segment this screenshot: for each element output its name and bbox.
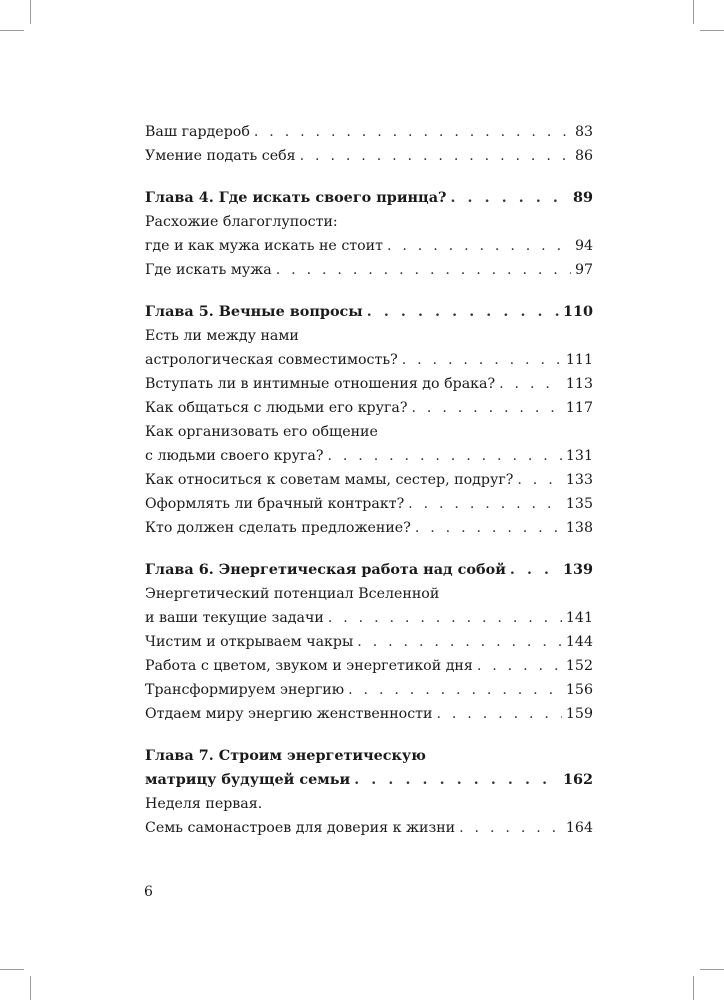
toc-entry-title: астрологическая совместимость? [145,352,398,368]
dot-leader [499,372,562,396]
toc-entry-title: Оформлять ли брачный контракт? [145,496,405,512]
dot-leader [357,630,562,654]
toc-entry-page: 110 [562,303,593,320]
dot-leader [300,144,571,168]
crop-mark-left-top [0,30,24,31]
toc-entry-title: Семь самонастроев для доверия к жизни [145,820,456,836]
dot-leader [450,186,569,210]
crop-mark-bottom-right [693,976,694,1000]
toc-entry[interactable] [145,468,593,492]
toc-entry-title: Как общаться с людьми его круга? [145,400,408,416]
toc-entry[interactable] [145,234,593,258]
toc-entry[interactable] [145,396,593,420]
section-gap [145,282,593,300]
crop-mark-top-right [693,0,694,24]
dot-leader [517,468,562,492]
toc-entry-page: 83 [574,124,593,140]
toc-entry-line: Энергетический потенциал Вселенной [145,586,440,602]
dot-leader [348,678,562,702]
page-number: 6 [144,884,153,900]
toc-entry[interactable] [145,702,593,726]
section-gap [145,168,593,186]
dot-leader [387,234,571,258]
toc-entry-page: 138 [565,520,593,536]
toc-entry-page: 89 [572,189,593,206]
crop-mark-left-bottom [0,969,24,970]
toc-chapter-heading-line: Глава 7. Строим энергетическую [145,747,426,764]
toc-entry-title: Работа с цветом, звуком и энергетикой дня [145,658,473,674]
toc-entry-line: Неделя первая. [145,796,263,812]
table-of-contents [145,120,593,840]
toc-chapter[interactable] [145,186,593,210]
toc-entry-page: 131 [565,448,593,464]
dot-leader [459,816,562,840]
toc-entry-page: 86 [574,148,593,164]
dot-leader [477,654,562,678]
dot-leader [408,492,562,516]
toc-entry[interactable] [145,258,593,282]
toc-entry-page: 162 [562,771,593,788]
toc-chapter[interactable] [145,558,593,582]
toc-entry-page: 111 [565,352,593,368]
dot-leader [402,348,562,372]
toc-entry-title: Ваш гардероб [145,124,250,140]
toc-entry-title: Где искать мужа [145,262,272,278]
toc-entry[interactable] [145,372,593,396]
toc-entry[interactable] [145,654,593,678]
dot-leader [436,702,561,726]
dot-leader [367,300,559,324]
section-gap [145,726,593,744]
dot-leader [328,606,562,630]
toc-entry-page: 97 [574,262,593,278]
toc-entry[interactable] [145,144,593,168]
toc-chapter[interactable] [145,768,593,792]
toc-entry-title: Глава 5. Вечные вопросы [145,303,363,320]
toc-entry-line: Как организовать его общение [145,424,378,440]
toc-entry-page: 133 [565,472,593,488]
toc-entry[interactable] [145,444,593,468]
toc-entry-page: 156 [565,682,593,698]
dot-leader [411,396,561,420]
dot-leader [276,258,571,282]
toc-entry-title: Чистим и открываем чакры [145,634,354,650]
toc-entry-line: Есть ли между нами [145,328,299,344]
crop-mark-right-bottom [700,969,724,970]
dot-leader [254,120,571,144]
toc-entry-title: Вступать ли в интимные отношения до брака? [145,376,496,392]
toc-entry-page: 135 [565,496,593,512]
toc-entry-page: 144 [565,634,593,650]
dot-leader [354,768,559,792]
toc-entry-title: матрицу будущей семьи [145,771,351,788]
toc-entry-page: 117 [565,400,593,416]
crop-mark-bottom-left [30,976,31,1000]
toc-entry[interactable] [145,516,593,540]
toc-entry-title: где и как мужа искать не стоит [145,238,383,254]
toc-entry-page: 94 [574,238,593,254]
section-gap [145,540,593,558]
toc-entry-page: 139 [562,561,593,578]
toc-entry-title: Как относиться к советам мамы, сестер, подруг? [145,472,514,488]
toc-entry[interactable] [145,630,593,654]
toc-entry[interactable] [145,678,593,702]
toc-entry-title: с людьми своего круга? [145,448,324,464]
crop-mark-top-left [30,0,31,24]
toc-entry-page: 159 [565,706,593,722]
toc-entry-page: 152 [565,658,593,674]
dot-leader [415,516,562,540]
toc-entry[interactable] [145,816,593,840]
toc-entry[interactable] [145,606,593,630]
toc-entry[interactable] [145,492,593,516]
toc-entry-title: Глава 6. Энергетическая работа над собой [145,561,506,578]
toc-entry[interactable] [145,348,593,372]
dot-leader [327,444,561,468]
crop-mark-right-top [700,30,724,31]
toc-entry-title: Кто должен сделать предложение? [145,520,411,536]
toc-entry-title: Глава 4. Где искать своего принца? [145,189,447,206]
toc-entry-title: Трансформируем энергию [145,682,345,698]
dot-leader [510,558,559,582]
toc-entry[interactable] [145,120,593,144]
toc-entry-page: 113 [565,376,593,392]
toc-entry-line: Расхожие благоглупости: [145,214,338,230]
toc-chapter[interactable] [145,300,593,324]
toc-entry-title: Умение подать себя [145,148,296,164]
toc-entry-page: 164 [565,820,593,836]
toc-entry-page: 141 [565,610,593,626]
toc-entry-title: и ваши текущие задачи [145,610,324,626]
toc-entry-title: Отдаем миру энергию женственности [145,706,433,722]
